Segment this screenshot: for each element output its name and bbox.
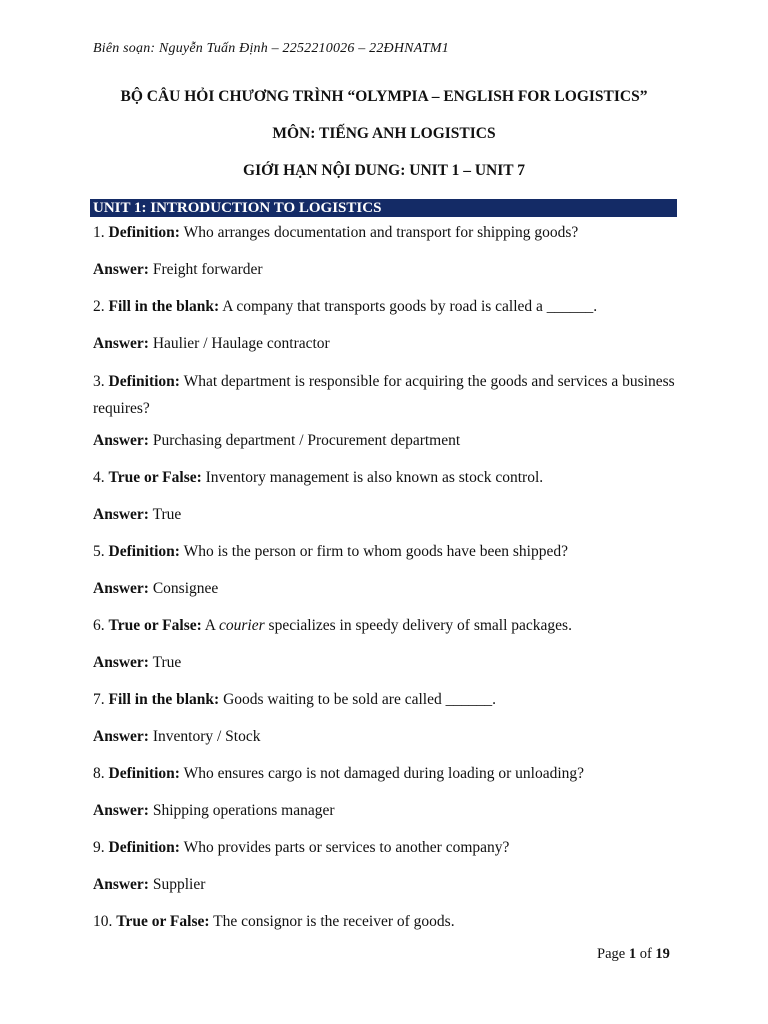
question-text: Who arranges documentation and transport for shipping goods? <box>183 224 579 241</box>
answer-text: Shipping operations manager <box>152 802 335 819</box>
question-number: 7. <box>93 691 105 708</box>
page-word: Page <box>597 946 626 962</box>
subject-title: MÔN: TIẾNG ANH LOGISTICS <box>272 125 496 142</box>
question-list <box>93 224 683 950</box>
question-item <box>93 469 683 487</box>
question-type: True or False: <box>116 913 210 930</box>
answer-text: Haulier / Haulage contractor <box>152 335 330 352</box>
question-text: Goods waiting to be sold are called ______. <box>223 691 496 708</box>
question-text-before: A <box>204 617 216 634</box>
question-item <box>93 617 683 635</box>
answer-text: Inventory / Stock <box>152 728 261 745</box>
question-type: Definition: <box>108 373 180 390</box>
answer-item <box>93 728 683 746</box>
question-number: 5. <box>93 543 105 560</box>
answer-label: Answer: <box>93 654 149 671</box>
question-text: What department is responsible for acquiring the goods and services a business requires? <box>93 373 675 417</box>
question-type: True or False: <box>108 469 202 486</box>
page-number <box>597 946 670 963</box>
scope-title: GIỚI HẠN NỘI DUNG: UNIT 1 – UNIT 7 <box>243 162 525 179</box>
answer-text: Consignee <box>152 580 219 597</box>
answer-item <box>93 261 683 279</box>
question-text-after: specializes in speedy delivery of small packages. <box>268 617 572 634</box>
answer-label: Answer: <box>93 432 149 449</box>
question-text: Inventory management is also known as stock control. <box>205 469 544 486</box>
question-text-italic: courier <box>219 617 265 634</box>
answer-text: Purchasing department / Procurement department <box>152 432 461 449</box>
question-type: Definition: <box>108 839 180 856</box>
answer-item <box>93 876 683 894</box>
question-text: Who is the person or firm to whom goods have been shipped? <box>183 543 568 560</box>
question-type: Definition: <box>108 543 180 560</box>
answer-label: Answer: <box>93 580 149 597</box>
question-number: 10. <box>93 913 113 930</box>
question-item <box>93 368 683 422</box>
answer-label: Answer: <box>93 506 149 523</box>
answer-text: Freight forwarder <box>152 261 263 278</box>
question-item <box>93 839 683 857</box>
main-title: BỘ CÂU HỎI CHƯƠNG TRÌNH “OLYMPIA – ENGLISH FOR LOGISTICS” <box>120 88 648 105</box>
answer-label: Answer: <box>93 876 149 893</box>
of-word: of <box>639 946 652 962</box>
answer-item <box>93 335 683 353</box>
question-type: Fill in the blank: <box>108 691 220 708</box>
question-text: A company that transports goods by road is called a ______. <box>222 298 598 315</box>
answer-label: Answer: <box>93 802 149 819</box>
author-header: Biên soạn: Nguyễn Tuấn Định – 2252210026 – 22ĐHNATM1 <box>93 41 449 56</box>
question-item <box>93 543 683 561</box>
unit-heading: UNIT 1: INTRODUCTION TO LOGISTICS <box>90 199 677 217</box>
answer-label: Answer: <box>93 335 149 352</box>
answer-item <box>93 654 683 672</box>
answer-label: Answer: <box>93 261 149 278</box>
answer-text: Supplier <box>152 876 206 893</box>
question-number: 1. <box>93 224 105 241</box>
question-item <box>93 691 683 709</box>
question-text: Who ensures cargo is not damaged during loading or unloading? <box>183 765 585 782</box>
question-number: 9. <box>93 839 105 856</box>
answer-item <box>93 432 683 450</box>
answer-item <box>93 580 683 598</box>
total-pages: 19 <box>655 946 670 962</box>
question-item <box>93 765 683 783</box>
question-number: 2. <box>93 298 105 315</box>
question-type: Fill in the blank: <box>108 298 220 315</box>
question-number: 4. <box>93 469 105 486</box>
current-page: 1 <box>628 946 637 962</box>
answer-text: True <box>152 506 182 523</box>
answer-item <box>93 802 683 820</box>
question-text: The consignor is the receiver of goods. <box>213 913 455 930</box>
question-item <box>93 298 683 316</box>
question-type: True or False: <box>108 617 202 634</box>
question-number: 8. <box>93 765 105 782</box>
answer-label: Answer: <box>93 728 149 745</box>
answer-text: True <box>152 654 182 671</box>
question-item <box>93 913 683 931</box>
question-type: Definition: <box>108 765 180 782</box>
question-number: 3. <box>93 373 105 390</box>
question-type: Definition: <box>108 224 180 241</box>
question-number: 6. <box>93 617 105 634</box>
answer-item <box>93 506 683 524</box>
question-text: Who provides parts or services to another company? <box>183 839 510 856</box>
question-item <box>93 224 683 242</box>
